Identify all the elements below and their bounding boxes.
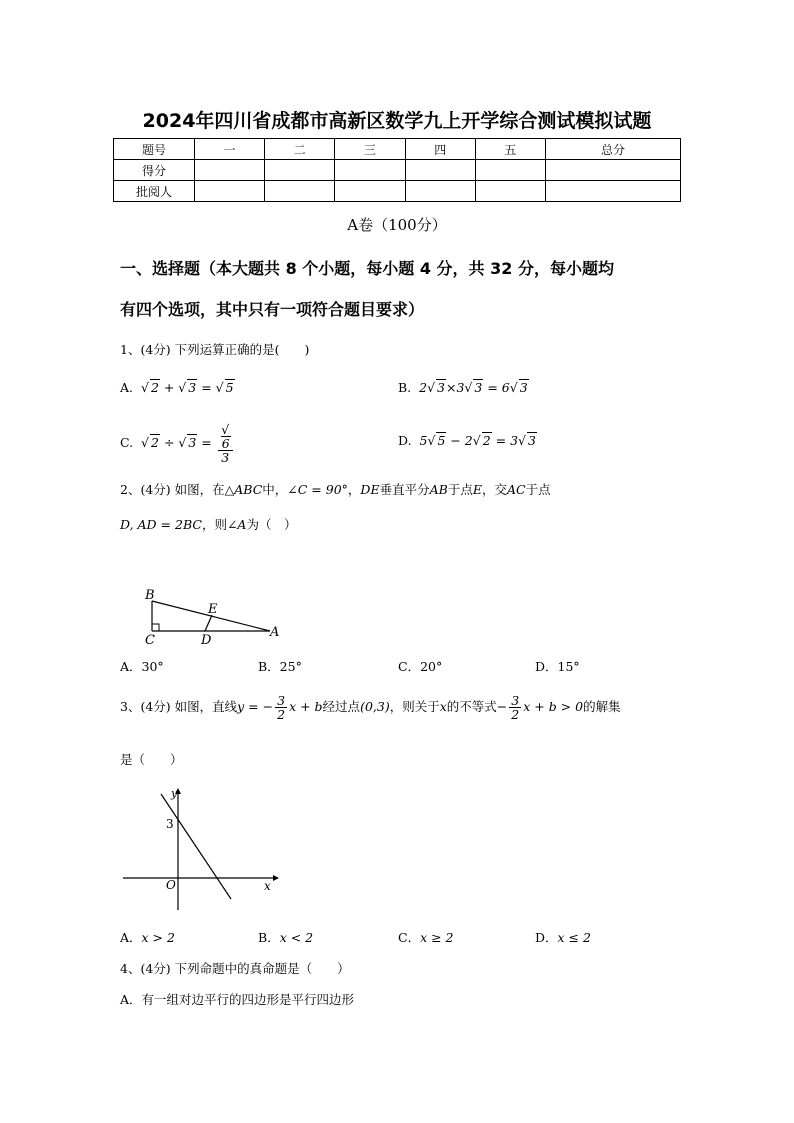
y-intercept-label: 3	[166, 817, 174, 831]
q1-option-b	[398, 380, 529, 395]
q3-text: 的不等式	[446, 699, 497, 715]
q2-text: ，	[347, 482, 361, 497]
q2-math: ∠C = 90°	[287, 482, 348, 497]
point-label-e: E	[208, 602, 218, 617]
score-table-cell	[335, 181, 405, 202]
q3-text: 经过点	[322, 699, 361, 715]
exam-title: 2024年四川省成都市高新区数学九上开学综合测试模拟试题	[142, 110, 652, 132]
option-label: B．	[258, 930, 280, 945]
q4-option-a: A．有一组对边平行的四边形是平行四边形	[120, 992, 355, 1007]
score-table-row	[114, 160, 681, 181]
x-axis-label: x	[264, 879, 271, 893]
point-label-b: B	[145, 588, 155, 603]
x-axis-arrow	[273, 875, 279, 881]
fraction-denominator: 2	[277, 707, 286, 723]
score-table-cell	[546, 160, 681, 181]
option-label: A．	[120, 930, 142, 945]
q2-stem-line2	[120, 515, 296, 533]
volume-label: A卷（100分）	[347, 216, 447, 234]
score-table	[113, 138, 681, 202]
q3-math: −	[496, 699, 508, 715]
q2-math: AB	[429, 482, 448, 497]
q2-math: △ABC	[224, 482, 263, 497]
option-label: D．	[535, 930, 558, 945]
q3-option-b	[258, 928, 313, 946]
q2-text: 为（ ）	[246, 517, 297, 532]
q3-fraction	[275, 694, 287, 721]
q3-math: y = −	[237, 699, 274, 715]
q3-math: x + b	[289, 699, 323, 715]
y-axis-label: y	[171, 787, 178, 800]
score-table-cell	[195, 160, 265, 181]
fraction-numerator: 3	[277, 693, 286, 708]
score-table-cell	[546, 181, 681, 202]
fraction-numerator: 3	[511, 693, 520, 708]
q3-stem-line1	[120, 694, 680, 721]
section-heading-line2: 有四个选项，其中只有一项符合题目要求）	[120, 300, 425, 319]
q2-math: DE	[360, 482, 380, 497]
q3-math: x + b > 0	[523, 699, 584, 715]
right-angle-mark	[152, 624, 159, 631]
score-table-cell: 一	[195, 139, 265, 160]
q3-option-a	[120, 928, 175, 946]
q2-text: 于点	[525, 482, 551, 497]
option-label: C．	[398, 930, 421, 945]
q2-math: E	[472, 482, 482, 497]
score-table-cell	[265, 160, 335, 181]
q1-option-c-formula: √ 2 ÷ √ 3 = √ 6 3	[141, 435, 235, 450]
q2-text: 垂直平分	[379, 482, 430, 497]
q3-option-d	[535, 928, 591, 946]
option-math: x > 2	[141, 930, 175, 945]
point-label-a: A	[270, 625, 280, 640]
q3-stem-line2: 是（ ）	[120, 752, 183, 767]
q2-stem-line1	[120, 480, 680, 498]
score-table-cell	[405, 181, 475, 202]
point-label-d: D	[201, 633, 212, 648]
segment-de	[205, 615, 212, 631]
fraction-denominator: 2	[511, 707, 520, 723]
q1-option-d-formula: 5√ 5 − 2√ 2 = 3√ 3	[419, 433, 536, 448]
option-math: x ≥ 2	[420, 930, 454, 945]
score-table-row	[114, 181, 681, 202]
q2-text: 于点	[447, 482, 473, 497]
score-table-cell: 批阅人	[114, 181, 195, 202]
q3-line-graph	[118, 786, 283, 916]
score-table-cell	[195, 181, 265, 202]
option-math: x ≤ 2	[557, 930, 591, 945]
q2-option-c: C．20°	[398, 659, 443, 674]
origin-label: O	[166, 878, 176, 892]
q2-text: ，交	[481, 482, 507, 497]
score-table-cell	[265, 181, 335, 202]
score-table-cell	[335, 160, 405, 181]
score-table-cell: 题号	[114, 139, 195, 160]
q2-math: ∠A	[226, 517, 247, 532]
point-label-c: C	[145, 633, 155, 648]
q2-text: ，则	[201, 517, 227, 532]
q2-triangle-figure	[135, 583, 295, 653]
q3-text: 的解集	[583, 699, 621, 715]
q1-option-c	[120, 423, 235, 464]
q1-option-a	[120, 380, 235, 395]
score-table-cell: 四	[405, 139, 475, 160]
q1-option-b-formula: 2√ 3×3√ 3 = 6√ 3	[419, 380, 528, 395]
score-table-cell	[475, 160, 545, 181]
score-table-header-row	[114, 139, 681, 160]
option-math: x < 2	[279, 930, 314, 945]
q3-math: (0,3)	[360, 699, 390, 715]
score-table-cell: 得分	[114, 160, 195, 181]
option-label: D.	[398, 433, 412, 448]
option-label: B.	[398, 380, 412, 395]
q3-text: ，则关于	[389, 699, 440, 715]
q2-text: 中，	[262, 482, 288, 497]
q1-option-d	[398, 433, 537, 448]
q2-option-d: D．15°	[535, 659, 580, 674]
q2-math: AC	[506, 482, 526, 497]
q2-text: 2、(4分) 如图，在	[120, 482, 225, 497]
q3-fraction	[509, 694, 521, 721]
q3-math: x	[439, 699, 447, 715]
score-table-cell	[475, 181, 545, 202]
q1-stem: 1、(4分) 下列运算正确的是( )	[120, 342, 310, 357]
score-table-cell: 总分	[546, 139, 681, 160]
section-heading-line1: 一、选择题（本大题共 8 个小题，每小题 4 分，共 32 分，每小题均	[120, 259, 614, 278]
q2-math: D, AD = 2BC	[120, 517, 202, 532]
score-table-cell	[405, 160, 475, 181]
q2-option-b: B．25°	[258, 659, 302, 674]
q4-stem: 4、(4分) 下列命题中的真命题是（ ）	[120, 961, 350, 976]
q3-option-c	[398, 928, 454, 946]
q3-text: 3、(4分) 如图，直线	[120, 699, 238, 715]
score-table-cell: 三	[335, 139, 405, 160]
score-table-cell: 五	[475, 139, 545, 160]
score-table-cell: 二	[265, 139, 335, 160]
option-label: A.	[120, 380, 134, 395]
option-label: C.	[120, 435, 134, 451]
q2-option-a: A．30°	[120, 659, 164, 674]
q1-option-a-formula: √ 2 + √ 3 = √ 5	[140, 380, 234, 395]
